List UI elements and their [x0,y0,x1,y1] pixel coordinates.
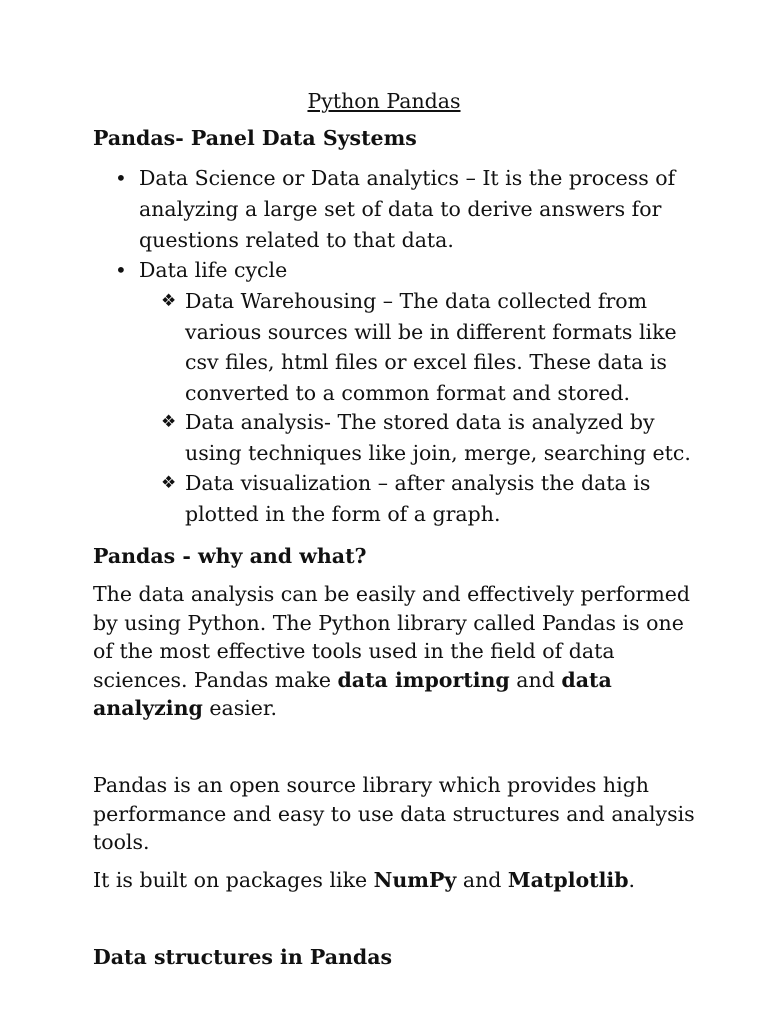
bold-term-data-analyzing: data analyzing [93,667,612,721]
paragraph-built-on-packages [93,866,703,895]
section-heading-why-and-what: Pandas - why and what? [93,544,367,568]
sub-item-data-warehousing: Data Warehousing – The data collected from various sources will be in different formats like csv files, html files or excel files. These data is converted to a common format and stored. [185,289,677,405]
para-text: It is built on packages like [93,868,374,892]
document-title: Python Pandas [307,89,461,113]
bold-term-matplotlib: Matplotlib [507,868,629,892]
diamond-bullet-icon: ❖ [161,473,177,493]
para-text: The data analysis can be easily and effectively performed by using Python. The Python library called Pandas is one of the most effective tools used in the field of data sciences. Pandas make [93,582,691,692]
bullet-item-data-life-cycle: Data life cycle [139,258,288,282]
bullet-item-data-science: Data Science or Data analytics – It is the process of analyzing a large set of data to derive answers for questions related to that data. [139,166,676,252]
sub-item-data-analysis: Data analysis- The stored data is analyzed by using techniques like join, merge, searching etc. [185,410,691,465]
para-text: and [456,868,508,892]
bold-term-data-importing: data importing [337,667,510,692]
section-heading-data-structures: Data structures in Pandas [93,945,393,969]
bullet-marker: • [115,166,127,190]
paragraph-open-source-library: Pandas is an open source library which provides high performance and easy to use data structures and analysis tools. [93,773,695,855]
para-text: easier. [202,696,277,721]
bold-term-numpy: NumPy [373,868,457,892]
paragraph-data-analysis [93,580,703,723]
para-text: and [509,667,562,692]
diamond-bullet-icon: ❖ [161,412,177,432]
sub-item-data-visualization: Data visualization – after analysis the data is plotted in the form of a graph. [185,471,651,526]
para-text: . [628,868,636,892]
bullet-marker: • [115,258,127,282]
diamond-bullet-icon: ❖ [161,291,177,311]
section-heading-panel-data-systems: Pandas- Panel Data Systems [93,126,417,150]
